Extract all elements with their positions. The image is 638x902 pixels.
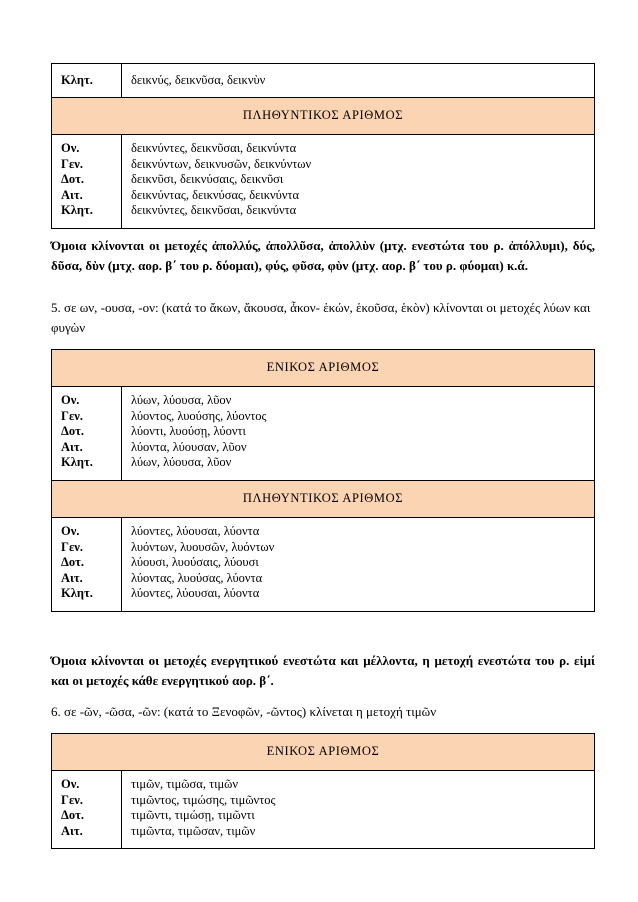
form-value: λυόντων, λυουσῶν, λυόντων bbox=[131, 539, 275, 554]
case-label: Αιτ. bbox=[61, 823, 83, 838]
declension-table-timon bbox=[51, 733, 595, 849]
form-value: δεικνύντας, δεικνύσας, δεικνύντα bbox=[131, 187, 300, 202]
case-labels-column bbox=[52, 135, 122, 229]
form-value: λύοντι, λυούσῃ, λύοντι bbox=[131, 424, 246, 438]
case-label: Δοτ. bbox=[61, 172, 84, 186]
case-labels-column bbox=[52, 771, 122, 849]
form-value: δεικνῦσι, δεικνύσαις, δεικνῦσι bbox=[131, 172, 284, 186]
case-label: Γεν. bbox=[61, 792, 84, 807]
case-label: Κλητ. bbox=[61, 203, 93, 217]
case-labels-column bbox=[52, 387, 122, 481]
section-6-heading: 6. σε -ῶν, -ῶσα, -ῶν: (κατά το Ξενοφῶν, -ῶντος) κλίνεται η μετοχή τιμῶν bbox=[51, 704, 437, 719]
case-label: Ον. bbox=[61, 524, 80, 538]
section-5-heading: 5. σε ων, -ουσα, -ον: (κατά το ἄκων, ἄκουσα, ἆκον- ἑκών, ἑκοῦσα, ἑκὸν) κλίνονται οι μετοχές λύων και φυγὼν bbox=[51, 300, 591, 335]
form-values-column bbox=[122, 518, 595, 612]
case-label: Δοτ. bbox=[61, 424, 84, 438]
note-paragraph: Όμοια κλίνονται οι μετοχές ενεργητικού ενεστώτα και μέλλοντα, η μετοχή ενεστώτα του ρ. εἰμί και οι μετοχές κάθε ενεργητικού αορ. β΄. bbox=[51, 653, 595, 688]
form-values-column bbox=[122, 135, 595, 229]
declension-table-lyon bbox=[51, 349, 595, 612]
form-value: λύουσι, λυούσαις, λύουσι bbox=[131, 555, 259, 569]
case-label: Ον. bbox=[61, 141, 80, 155]
plural-header: ΠΛΗΘΥΝΤΙΚΟΣ ΑΡΙΘΜΟΣ bbox=[52, 481, 595, 518]
form-value: τιμῶν, τιμῶσα, τιμῶν bbox=[131, 777, 239, 791]
form-value: λύων, λύουσα, λῦον bbox=[131, 455, 232, 469]
case-label: Ον. bbox=[61, 777, 80, 791]
table-row bbox=[52, 387, 595, 481]
form-value: δεικνύντες, δεικνῦσαι, δεικνύντα bbox=[131, 203, 297, 217]
form-value: τιμῶντος, τιμώσης, τιμῶντος bbox=[131, 792, 276, 807]
case-label: Δοτ. bbox=[61, 555, 84, 569]
case-label: Αιτ. bbox=[61, 187, 83, 202]
form-value: δεικνύντων, δεικνυσῶν, δεικνύντων bbox=[131, 156, 312, 171]
form-value: λύοντες, λύουσαι, λύοντα bbox=[131, 586, 260, 600]
singular-header: ΕΝΙΚΟΣ ΑΡΙΘΜΟΣ bbox=[52, 734, 595, 771]
case-label: Αιτ. bbox=[61, 439, 83, 454]
case-label: Κλητ. bbox=[52, 64, 122, 98]
case-label: Γεν. bbox=[61, 539, 84, 554]
case-label: Κλητ. bbox=[61, 586, 93, 600]
form-value: λύοντα, λύουσαν, λῦον bbox=[131, 439, 247, 454]
case-label: Δοτ. bbox=[61, 808, 84, 822]
form-values-column bbox=[122, 771, 595, 849]
form-values: δεικνύς, δεικνῦσα, δεικνὺν bbox=[122, 64, 595, 98]
form-value: λύοντος, λυούσης, λύοντος bbox=[131, 408, 267, 423]
form-value: τιμῶντι, τιμώσῃ, τιμῶντι bbox=[131, 808, 255, 822]
table-row bbox=[52, 518, 595, 612]
table-row bbox=[52, 135, 595, 229]
table-row bbox=[52, 771, 595, 849]
note-paragraph: Όμοια κλίνονται οι μετοχές ἀπολλύς, ἀπολλῦσα, ἀπολλὺν (μτχ. ενεστώτα του ρ. ἀπόλλυμι), δύς, δῦσα, δὺν (μτχ. αορ. β΄ του ρ. δύομαι), φύς, φῦσα, φὺν (μτχ. αορ. β΄ του ρ. φύομαι) κ.ά. bbox=[51, 238, 595, 273]
case-labels-column bbox=[52, 518, 122, 612]
form-value: λύοντας, λυούσας, λύοντα bbox=[131, 570, 263, 585]
case-label: Αιτ. bbox=[61, 570, 83, 585]
form-value: δεικνύντες, δεικνῦσαι, δεικνύντα bbox=[131, 141, 297, 155]
case-label: Ον. bbox=[61, 393, 80, 407]
declension-table-deiknys bbox=[51, 63, 595, 229]
singular-header: ΕΝΙΚΟΣ ΑΡΙΘΜΟΣ bbox=[52, 350, 595, 387]
form-values-column bbox=[122, 387, 595, 481]
case-label: Κλητ. bbox=[61, 455, 93, 469]
form-value: λύοντες, λύουσαι, λύοντα bbox=[131, 524, 260, 538]
case-label: Γεν. bbox=[61, 156, 84, 171]
form-value: λύων, λύουσα, λῦον bbox=[131, 393, 232, 407]
plural-header: ΠΛΗΘΥΝΤΙΚΟΣ ΑΡΙΘΜΟΣ bbox=[52, 98, 595, 135]
case-label: Γεν. bbox=[61, 408, 84, 423]
form-value: τιμῶντα, τιμῶσαν, τιμῶν bbox=[131, 823, 256, 838]
table-row bbox=[52, 64, 595, 98]
